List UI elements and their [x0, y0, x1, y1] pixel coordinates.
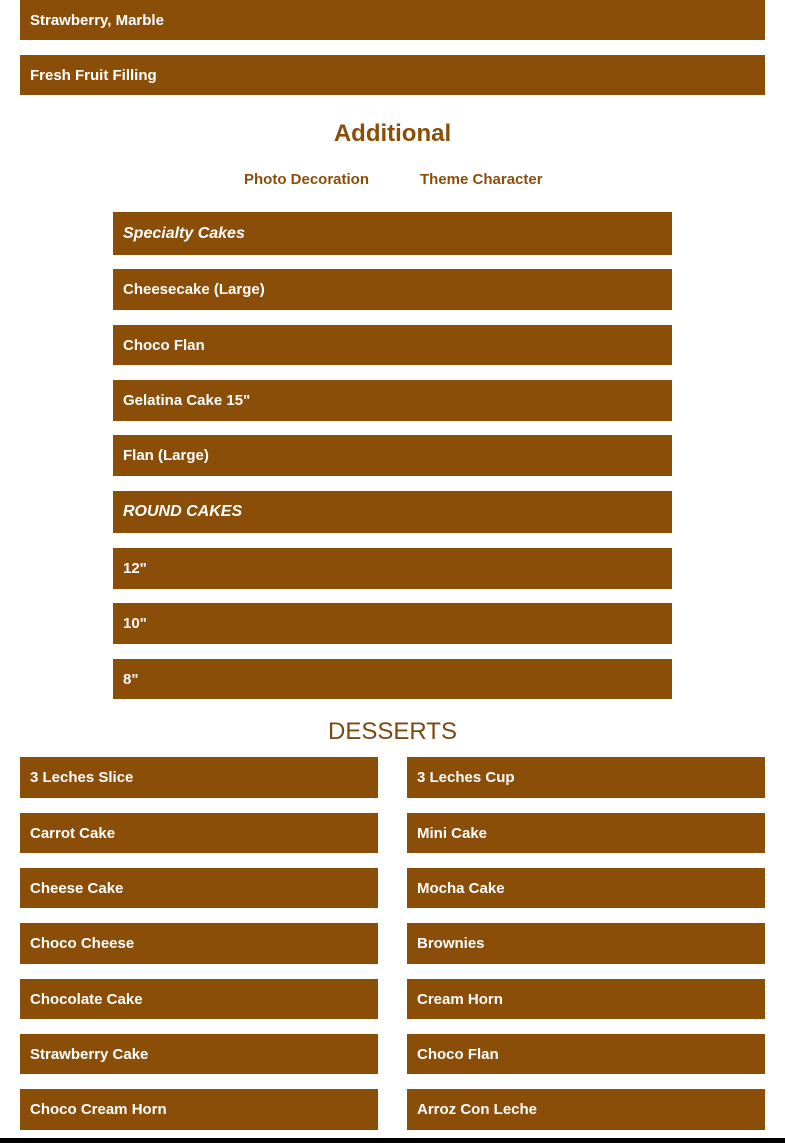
menu-item-round-12[interactable]: 12" — [113, 548, 672, 589]
dessert-item-mini-cake[interactable]: Mini Cake — [407, 813, 765, 853]
dessert-item-cheese-cake[interactable]: Cheese Cake — [20, 868, 378, 908]
dessert-item-arroz-con-leche[interactable]: Arroz Con Leche — [407, 1089, 765, 1130]
specialty-cakes-header[interactable]: Specialty Cakes — [113, 212, 672, 255]
photo-decoration-link[interactable]: Photo Decoration — [244, 171, 370, 188]
menu-item-cheesecake-large[interactable]: Cheesecake (Large) — [113, 269, 672, 310]
menu-item-strawberry-marble[interactable]: Strawberry, Marble — [20, 0, 765, 40]
section-title-additional: Additional — [333, 120, 452, 147]
menu-item-round-10[interactable]: 10" — [113, 603, 672, 644]
dessert-item-choco-flan[interactable]: Choco Flan — [407, 1034, 765, 1074]
dessert-item-3-leches-cup[interactable]: 3 Leches Cup — [407, 757, 765, 798]
dessert-item-brownies[interactable]: Brownies — [407, 923, 765, 964]
dessert-item-choco-cream-horn[interactable]: Choco Cream Horn — [20, 1089, 378, 1130]
dessert-item-choco-cheese[interactable]: Choco Cheese — [20, 923, 378, 964]
theme-character-link[interactable]: Theme Character — [420, 171, 543, 188]
dessert-item-strawberry-cake[interactable]: Strawberry Cake — [20, 1034, 378, 1074]
dessert-item-mocha-cake[interactable]: Mocha Cake — [407, 868, 765, 908]
dessert-item-chocolate-cake[interactable]: Chocolate Cake — [20, 979, 378, 1019]
menu-item-round-8[interactable]: 8" — [113, 659, 672, 699]
dessert-item-3-leches-slice[interactable]: 3 Leches Slice — [20, 757, 378, 798]
section-title-desserts: DESSERTS — [328, 718, 457, 745]
menu-item-gelatina-cake[interactable]: Gelatina Cake 15" — [113, 380, 672, 421]
menu-item-choco-flan[interactable]: Choco Flan — [113, 325, 672, 365]
dessert-item-cream-horn[interactable]: Cream Horn — [407, 979, 765, 1019]
dessert-item-carrot-cake[interactable]: Carrot Cake — [20, 813, 378, 853]
menu-item-fresh-fruit-filling[interactable]: Fresh Fruit Filling — [20, 55, 765, 95]
menu-item-flan-large[interactable]: Flan (Large) — [113, 435, 672, 476]
bottom-border — [0, 1138, 785, 1143]
round-cakes-header[interactable]: ROUND CAKES — [113, 491, 672, 533]
